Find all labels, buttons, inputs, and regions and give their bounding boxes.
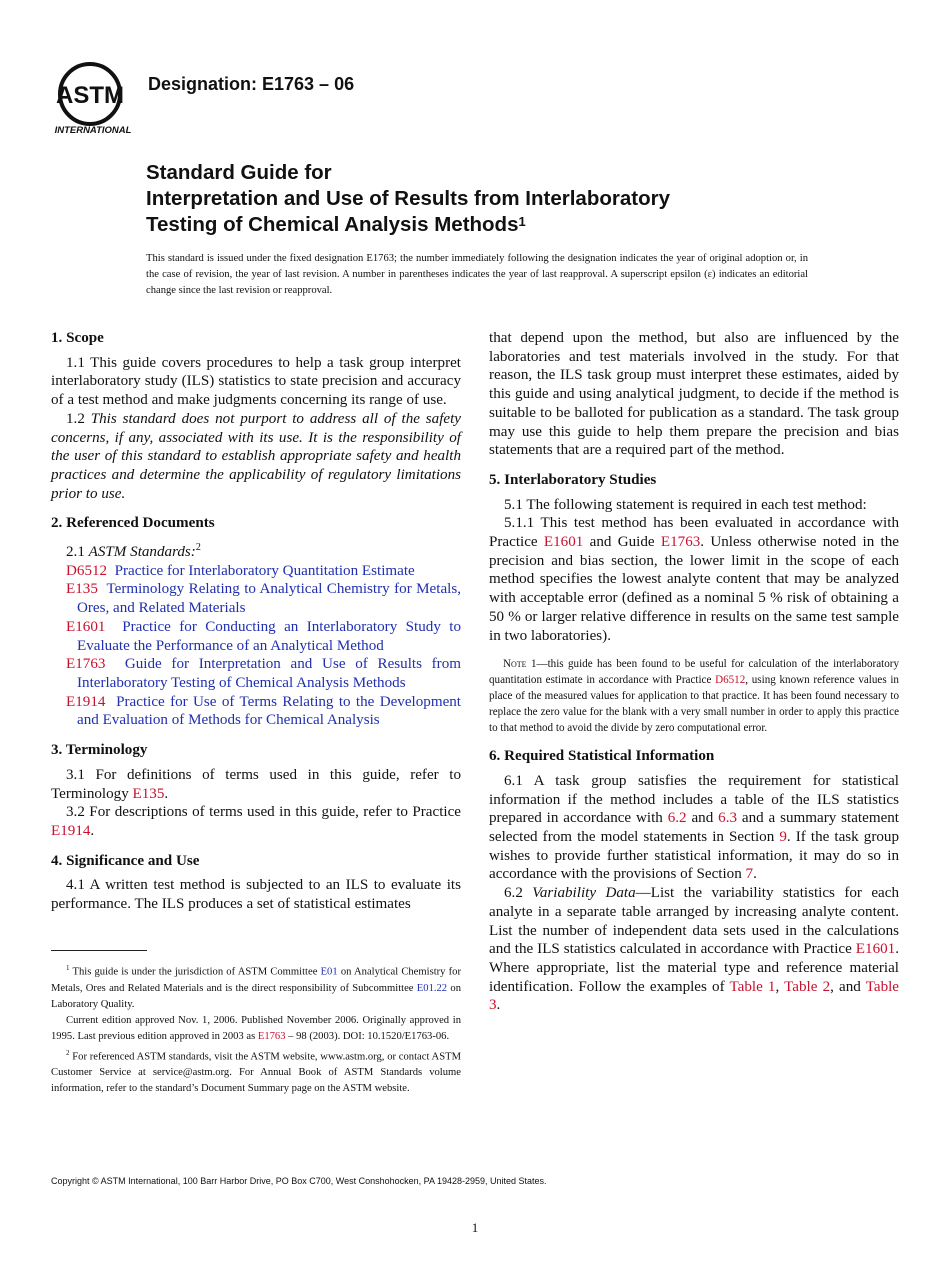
standard-intro: This standard is issued under the fixed designation E1763; the number immediately following the designation indicates the year of original adoption or, in the case of revision, the year of last revision. A number in parentheses indicates the year of last reapproval. A superscript epsilon (ε) indicates an editorial change since the last revision or reapproval. xyxy=(146,253,808,296)
section-heading-terminology: 3. Terminology xyxy=(51,742,148,759)
link-6-2[interactable]: 6.2 xyxy=(667,810,687,827)
link-table-1[interactable]: Table 1 xyxy=(729,978,776,995)
reference-code-link[interactable]: E135 xyxy=(66,581,98,598)
link-e1763[interactable]: E1763 xyxy=(257,1030,286,1042)
link-section-9[interactable]: 9 xyxy=(779,829,787,846)
link-e1601[interactable]: E1601 xyxy=(855,941,896,958)
section-heading-referenced: 2. Referenced Documents xyxy=(51,515,215,532)
reference-item xyxy=(51,580,461,617)
link-section-7[interactable]: 7 xyxy=(745,866,754,883)
link-e135[interactable]: E135 xyxy=(132,785,165,802)
astm-logo xyxy=(52,60,134,136)
link-e1601[interactable]: E1601 xyxy=(543,534,584,551)
link-d6512[interactable]: D6512 xyxy=(715,674,746,687)
footnotes xyxy=(51,960,461,1097)
section-heading-interlaboratory: 5. Interlaboratory Studies xyxy=(489,471,657,488)
logo-text: ASTM xyxy=(56,82,124,109)
title-line-3: Testing of Chemical Analysis Methods$^1$ xyxy=(146,213,526,236)
link-e1763[interactable]: E1763 xyxy=(660,534,701,551)
paragraph-1-1: 1.1 This guide covers procedures to help a task group interpret interlaboratory study (ILS) statistics to state precision and accuracy of a test method and make judgments concerning its range of use. xyxy=(51,354,461,409)
reference-title-link[interactable]: Practice for Use of Terms Relating to the Development and Evaluation of Methods for Chemical Analysis xyxy=(77,693,462,729)
left-column xyxy=(51,329,461,914)
document-title xyxy=(146,160,886,238)
paragraph-6-2: 6.2 Variability Data—List the variability statistics for each analyte in a separate table arranged by increasing analyte content. List the number of independent data sets used in the calculations and the ILS statistics calculated in accordance with Practice E1601. Where appropriate, list the material type and reference material identification. Follow the examples of Table 1, Table 2, and Table 3. xyxy=(489,885,900,1014)
paragraph-5-1: 5.1 The following statement is required in each test method: xyxy=(504,496,867,513)
reference-title-link[interactable]: Practice for Interlaboratory Quantitation Estimate xyxy=(114,562,415,579)
paragraph-3-1: 3.1 For definitions of terms used in this guide, refer to Terminology E135. xyxy=(51,766,461,802)
paragraph-2-1: 2.1 ASTM Standards:$^2$ xyxy=(66,542,201,561)
reference-item xyxy=(51,655,461,692)
link-6-3[interactable]: 6.3 xyxy=(718,810,738,827)
copyright-notice: Copyright © ASTM International, 100 Barr Harbor Drive, PO Box C700, West Conshohocken, PA 19428-2959, United States. xyxy=(51,1176,547,1186)
reference-item xyxy=(51,562,461,581)
reference-title-link[interactable]: Guide for Interpretation and Use of Results from Interlaboratory Testing of Chemical Analysis Methods xyxy=(77,656,461,691)
paragraph-5-1-1: 5.1.1 This test method has been evaluated in accordance with Practice E1601 and Guide E1763. Unless otherwise noted in the precision and bias section, the lower limit in the scope of each method specifies the lowest analyte content that may be analyzed with acceptable error (defined as a nominal 5 % risk of obtaining a 50 % or larger relative difference in results on the same test sample in two laboratories). xyxy=(489,515,899,644)
link-table-3[interactable]: Table 3 xyxy=(489,978,900,1014)
reference-title-link[interactable]: Terminology Relating to Analytical Chemistry for Metals, Ores, and Related Materials xyxy=(77,581,461,617)
link-e1914[interactable]: E1914 xyxy=(51,822,91,839)
right-column xyxy=(489,329,899,1015)
section-heading-required-statistics: 6. Required Statistical Information xyxy=(489,748,715,765)
reference-item xyxy=(51,693,461,730)
section-heading-significance: 4. Significance and Use xyxy=(51,852,200,869)
paragraph-4-1-continued: that depend upon the method, but also are influenced by the laboratories and test materials involved in the study. For that reason, the ILS task group must interpret these estimates, aided by this guide and using analytical judgment, to decide if the method is suitable to be balloted for publication as a standard. The task group may use this guide to help them prepare the precision and bias statements that are a required part of the method. xyxy=(489,330,899,459)
page-number: 1 xyxy=(471,1220,479,1235)
footnote-1: $^1$ This guide is under the jurisdiction of ASTM Committee E01 on Analytical Chemistry for Metals, Ores and Related Materials and is the direct responsibility of Subcommittee E01.22 on Laboratory Quality. xyxy=(51,964,461,1010)
paragraph-6-1: 6.1 A task group satisfies the requirement for statistical information if the method includes a table of the ILS statistics prepared in accordance with 6.2 and 6.3 and a summary statement selected from the model statements in Section 9. If the task group wishes to provide further statistical information, it may do so in accordance with the provisions of Section 7. xyxy=(489,772,900,883)
reference-title-link[interactable]: Practice for Conducting an Interlaboratory Study to Evaluate the Performance of an Analytical Method xyxy=(77,618,462,654)
footnote-1-edition: Current edition approved Nov. 1, 2006. Published November 2006. Originally approved in 1995. Last previous edition approved in 2003 as E1763 – 98 (2003). DOI: 10.1520/E1763-06. xyxy=(51,1014,461,1042)
title-line-2: Interpretation and Use of Results from Interlaboratory xyxy=(146,187,670,210)
designation: Designation: E1763 – 06 xyxy=(148,74,355,94)
paragraph-1-2: 1.2 This standard does not purport to address all of the safety concerns, if any, associated with its use. It is the responsibility of the user of this standard to establish appropriate safety and health practices and determine the applicability of regulatory limitations prior to use. xyxy=(51,410,462,502)
paragraph-3-2: 3.2 For descriptions of terms used in this guide, refer to Practice E1914. xyxy=(51,804,461,839)
paragraph-4-1: 4.1 A written test method is subjected to an ILS to evaluate its performance. The ILS produces a set of statistical estimates xyxy=(51,877,461,913)
reference-code-link[interactable]: D6512 xyxy=(66,562,108,579)
logo-subtext: INTERNATIONAL xyxy=(54,125,132,136)
section-heading-scope: 1. Scope xyxy=(51,330,104,346)
reference-code-link[interactable]: E1914 xyxy=(66,693,106,710)
referenced-list xyxy=(51,562,461,730)
reference-code-link[interactable]: E1601 xyxy=(66,618,106,635)
footnote-2: $^2$ For referenced ASTM standards, visit the ASTM website, www.astm.org, or contact ASTM Customer Service at service@astm.org. For Annual Book of ASTM Standards volume information, refer to the standard’s Document Summary page on the ASTM website. xyxy=(51,1048,461,1095)
link-table-2[interactable]: Table 2 xyxy=(784,978,831,995)
title-footnote-mark[interactable]: 1 xyxy=(518,214,526,229)
reference-item xyxy=(51,618,461,655)
link-e01-22[interactable]: E01.22 xyxy=(416,982,448,994)
reference-code-link[interactable]: E1763 xyxy=(66,656,106,673)
footnote-divider xyxy=(51,950,147,951)
title-line-1: Standard Guide for xyxy=(146,161,332,184)
note-1: Note 1—this guide has been found to be useful for calculation of the interlaboratory quantitation estimate in accordance with Practice D6512, using known reference values in place of the measured values for application to that practice. It has been found necessary to replace the zero value for the blank with a very small number in order to apply this practice to that method to avoid the divide by zero computational error. xyxy=(489,658,899,735)
link-e01[interactable]: E01 xyxy=(320,966,338,978)
